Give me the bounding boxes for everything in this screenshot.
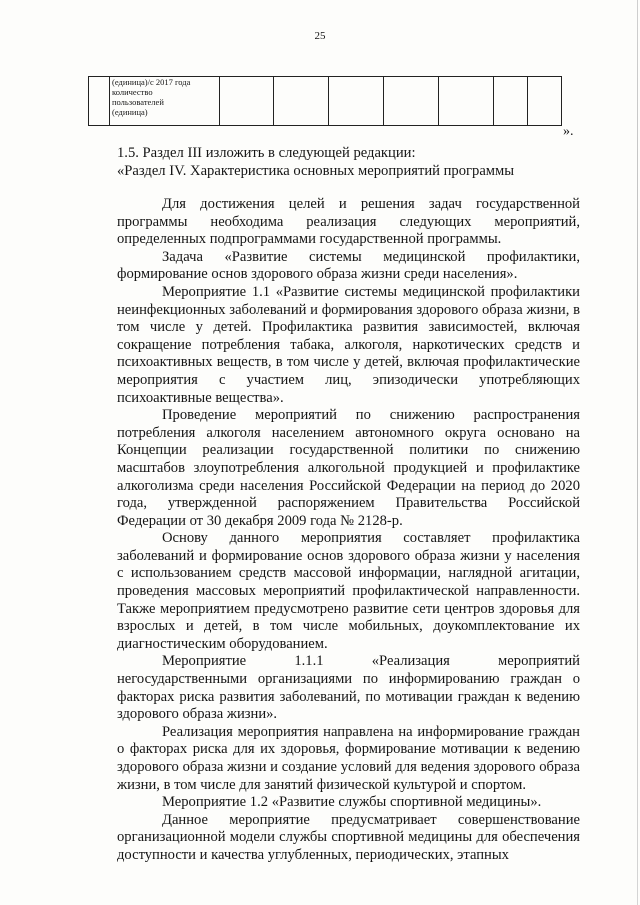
paragraph: Реализация мероприятия направлена на информирование граждан о факторах риска для их здоровья, формирование мотивации к ведению здорового образа жизни и создание условий для ведения здорового образа жизни, в том числе для занятий физической культурой и спортом.: [117, 723, 580, 793]
cell-line: количество: [112, 87, 153, 97]
table-cell: [494, 77, 528, 126]
table-cell: [329, 77, 384, 126]
table-cell: [89, 77, 110, 126]
page-number: 25: [314, 30, 326, 42]
paragraph: Для достижения целей и решения задач государственной программы необходима реализация следующих мероприятий, определенных подпрограммами государственной программы.: [117, 196, 580, 248]
table-cell: [439, 77, 494, 126]
closing-quote: ».: [563, 124, 574, 139]
cell-line: (единица)/с 2017 года: [112, 77, 191, 87]
table-cell-indicator: [110, 77, 220, 126]
paragraph: Данное мероприятие предусматривает совершенствование организационной модели службы спортивной медицины для обеспечения доступности и качества углубленных, периодических, этапных: [117, 811, 580, 863]
amendment-line: 1.5. Раздел III изложить в следующей редакции:: [117, 145, 416, 161]
table-row: [89, 77, 562, 126]
paragraph: Задача «Развитие системы медицинской профилактики, формирование основ здорового образа жизни среди населения».: [117, 248, 580, 283]
table-cell: [384, 77, 439, 126]
table-cell: [220, 77, 274, 126]
paragraph: Основу данного мероприятия составляет профилактика заболеваний и формирование основ здорового образа жизни у населения с использованием средств массовой информации, наглядной агитации, проведения массовых мероприятий профилактической направленности. Также мероприятием предусмотрено развитие сети центров здоровья для взрослых и детей, в том числе мобильных, доукомплектование их диагностическим оборудованием.: [117, 530, 580, 652]
table-fragment: [88, 76, 562, 126]
page-edge: [637, 0, 638, 905]
table-cell: [528, 77, 562, 126]
cell-line: пользователей: [112, 97, 164, 107]
section-title: «Раздел IV. Характеристика основных мероприятий программы: [117, 162, 515, 179]
paragraph: Мероприятие 1.1 «Развитие системы медицинской профилактики неинфекционных заболеваний и формирования здорового образа жизни, в том числе у детей. Профилактика развития зависимостей, включая сокращение потребления табака, алкоголя, наркотических средств и психоактивных веществ, в том числе у детей, включая профилактические мероприятия с участием лиц, эпизодически употребляющих психоактивные вещества».: [117, 283, 580, 406]
table-cell: [274, 77, 329, 126]
cell-line: (единица): [112, 107, 148, 117]
paragraph: Мероприятие 1.1.1 «Реализация мероприятий негосударственными организациями по информированию граждан о факторах риска развития заболеваний, по мотивации граждан к ведению здорового образа жизни».: [117, 653, 580, 723]
paragraph: Проведение мероприятий по снижению распространения потребления алкоголя населением автономного округа основано на Концепции реализации государственной политики по снижению масштабов злоупотребления алкогольной продукцией и профилактике алкоголизма среди населения Российской Федерации на период до 2020 года, утвержденной распоряжением Правительства Российской Федерации от 30 декабря 2009 года № 2128-р.: [117, 407, 580, 529]
intro-block: [117, 145, 580, 180]
body-text: [117, 196, 580, 865]
paragraph: Мероприятие 1.2 «Развитие службы спортивной медицины».: [162, 794, 542, 811]
